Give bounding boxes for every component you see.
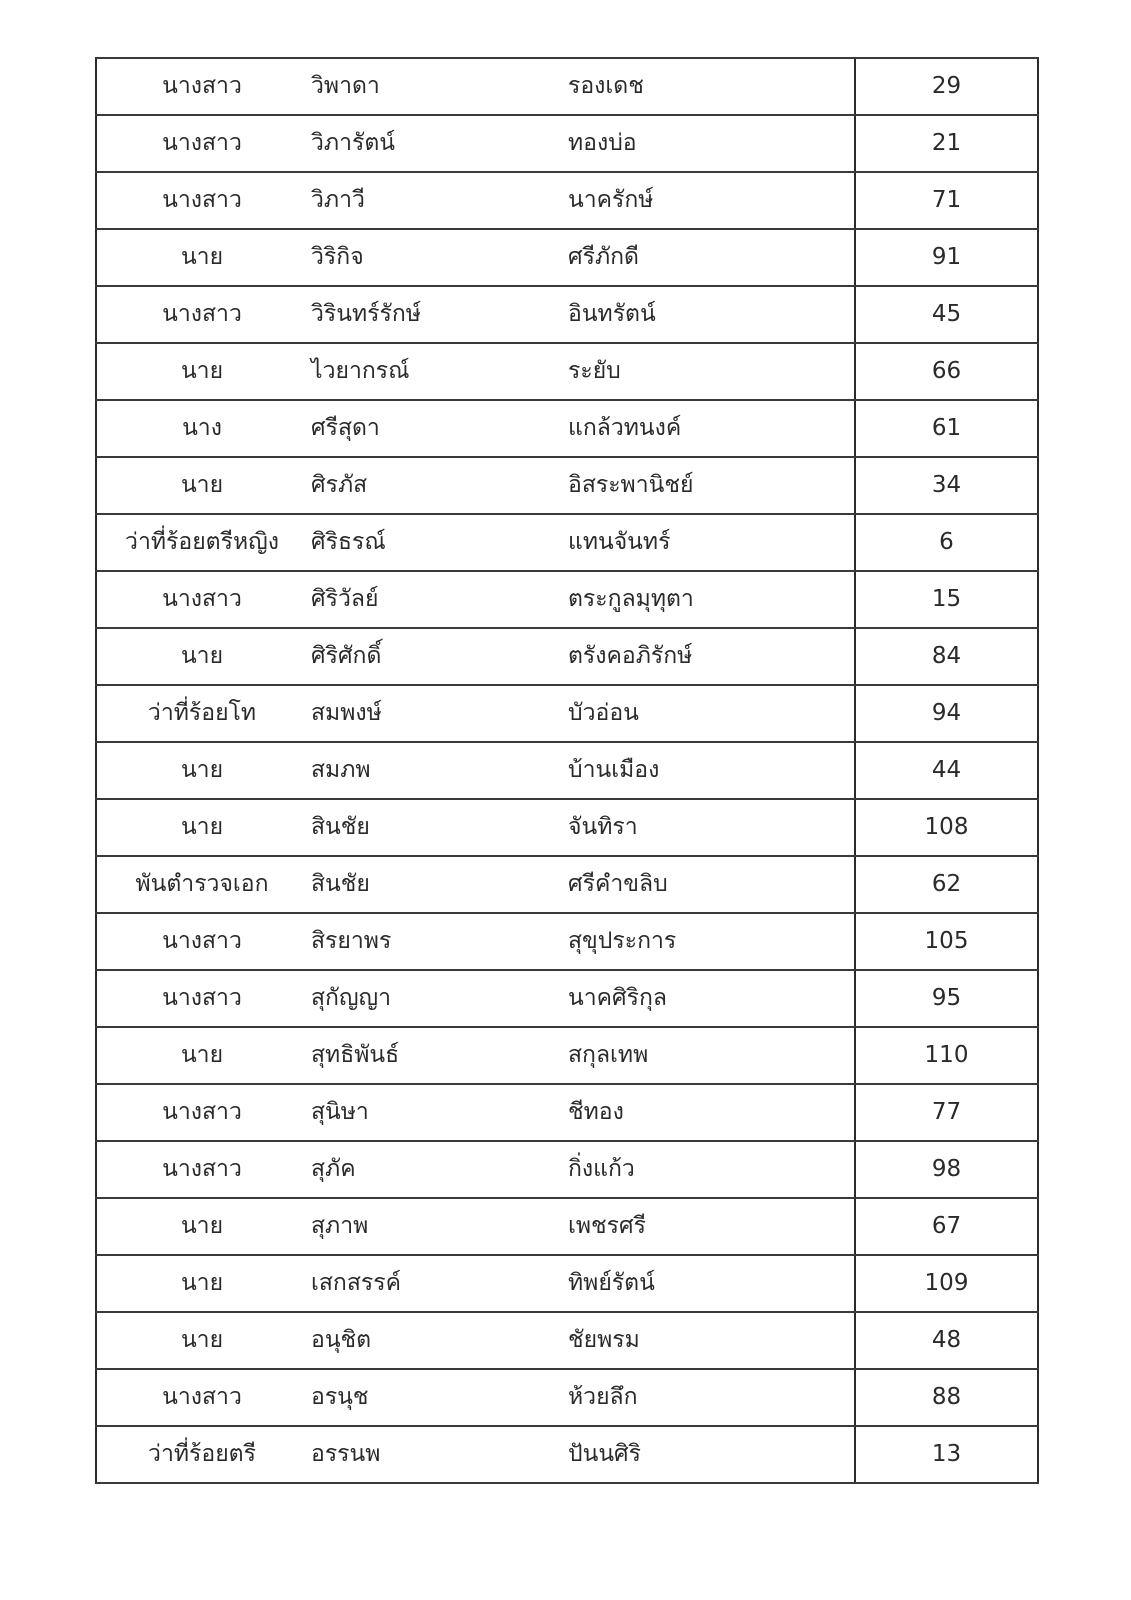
first-name-cell: สุทธิพันธ์	[307, 1027, 564, 1084]
table-row	[96, 343, 1038, 400]
table-row	[96, 685, 1038, 742]
table-row	[96, 1426, 1038, 1483]
first-name-cell: สมภพ	[307, 742, 564, 799]
last-name-cell: จันทิรา	[564, 799, 855, 856]
first-name-cell: วิภาวี	[307, 172, 564, 229]
number-cell: 29	[855, 58, 1038, 115]
last-name-cell: กิ่งแก้ว	[564, 1141, 855, 1198]
name-list-body	[96, 58, 1038, 1483]
first-name-cell: เสกสรรค์	[307, 1255, 564, 1312]
number-cell: 61	[855, 400, 1038, 457]
table-row	[96, 172, 1038, 229]
table-row	[96, 742, 1038, 799]
last-name-cell: ห้วยลึก	[564, 1369, 855, 1426]
title-cell: นางสาว	[96, 571, 307, 628]
number-cell: 66	[855, 343, 1038, 400]
last-name-cell: ชัยพรม	[564, 1312, 855, 1369]
title-cell: นางสาว	[96, 1141, 307, 1198]
title-cell: ว่าที่ร้อยตรี	[96, 1426, 307, 1483]
table-row	[96, 799, 1038, 856]
title-cell: นางสาว	[96, 1084, 307, 1141]
title-cell: นางสาว	[96, 286, 307, 343]
last-name-cell: ศรีภักดี	[564, 229, 855, 286]
title-cell: นาย	[96, 1312, 307, 1369]
first-name-cell: สุนิษา	[307, 1084, 564, 1141]
title-cell: นาย	[96, 1255, 307, 1312]
title-cell: นางสาว	[96, 1369, 307, 1426]
title-cell: นาย	[96, 457, 307, 514]
first-name-cell: อรนุช	[307, 1369, 564, 1426]
number-cell: 15	[855, 571, 1038, 628]
last-name-cell: รองเดช	[564, 58, 855, 115]
name-list-table	[95, 57, 1039, 1484]
number-cell: 34	[855, 457, 1038, 514]
table-row	[96, 970, 1038, 1027]
last-name-cell: ปันนศิริ	[564, 1426, 855, 1483]
first-name-cell: ศิริธรณ์	[307, 514, 564, 571]
title-cell: ว่าที่ร้อยโท	[96, 685, 307, 742]
number-cell: 110	[855, 1027, 1038, 1084]
table-row	[96, 1312, 1038, 1369]
table-row	[96, 457, 1038, 514]
table-row	[96, 286, 1038, 343]
table-row	[96, 1141, 1038, 1198]
last-name-cell: เพชรศรี	[564, 1198, 855, 1255]
first-name-cell: อนุชิต	[307, 1312, 564, 1369]
first-name-cell: ศิรภัส	[307, 457, 564, 514]
title-cell: นาย	[96, 742, 307, 799]
title-cell: นางสาว	[96, 970, 307, 1027]
table-row	[96, 1084, 1038, 1141]
table-row	[96, 514, 1038, 571]
title-cell: นาย	[96, 628, 307, 685]
title-cell: นาย	[96, 799, 307, 856]
first-name-cell: ศิริวัลย์	[307, 571, 564, 628]
last-name-cell: ทิพย์รัตน์	[564, 1255, 855, 1312]
last-name-cell: ตระกูลมุทุตา	[564, 571, 855, 628]
title-cell: นางสาว	[96, 58, 307, 115]
first-name-cell: สุกัญญา	[307, 970, 564, 1027]
first-name-cell: ไวยากรณ์	[307, 343, 564, 400]
last-name-cell: นาครักษ์	[564, 172, 855, 229]
number-cell: 67	[855, 1198, 1038, 1255]
table-row	[96, 1027, 1038, 1084]
table-row	[96, 400, 1038, 457]
first-name-cell: อรรนพ	[307, 1426, 564, 1483]
title-cell: นางสาว	[96, 913, 307, 970]
table-row	[96, 58, 1038, 115]
first-name-cell: ศิริศักดิ์	[307, 628, 564, 685]
table-row	[96, 115, 1038, 172]
table-row	[96, 913, 1038, 970]
last-name-cell: อิสระพานิชย์	[564, 457, 855, 514]
number-cell: 77	[855, 1084, 1038, 1141]
table-row	[96, 1255, 1038, 1312]
first-name-cell: สินชัย	[307, 799, 564, 856]
number-cell: 13	[855, 1426, 1038, 1483]
last-name-cell: สกุลเทพ	[564, 1027, 855, 1084]
number-cell: 71	[855, 172, 1038, 229]
title-cell: นาง	[96, 400, 307, 457]
title-cell: นาย	[96, 229, 307, 286]
last-name-cell: แทนจันทร์	[564, 514, 855, 571]
first-name-cell: ศรีสุดา	[307, 400, 564, 457]
title-cell: นางสาว	[96, 172, 307, 229]
first-name-cell: วิภารัตน์	[307, 115, 564, 172]
number-cell: 62	[855, 856, 1038, 913]
title-cell: ว่าที่ร้อยตรีหญิง	[96, 514, 307, 571]
title-cell: นางสาว	[96, 115, 307, 172]
number-cell: 45	[855, 286, 1038, 343]
title-cell: นาย	[96, 1198, 307, 1255]
last-name-cell: บ้านเมือง	[564, 742, 855, 799]
last-name-cell: แกล้วทนงค์	[564, 400, 855, 457]
number-cell: 48	[855, 1312, 1038, 1369]
number-cell: 98	[855, 1141, 1038, 1198]
first-name-cell: สิรยาพร	[307, 913, 564, 970]
table-row	[96, 856, 1038, 913]
last-name-cell: อินทรัตน์	[564, 286, 855, 343]
number-cell: 6	[855, 514, 1038, 571]
last-name-cell: บัวอ่อน	[564, 685, 855, 742]
last-name-cell: สุขุประการ	[564, 913, 855, 970]
table-row	[96, 1198, 1038, 1255]
table-row	[96, 628, 1038, 685]
table-row	[96, 1369, 1038, 1426]
number-cell: 94	[855, 685, 1038, 742]
first-name-cell: สุภัค	[307, 1141, 564, 1198]
number-cell: 21	[855, 115, 1038, 172]
title-cell: นาย	[96, 1027, 307, 1084]
last-name-cell: ศรีคำขลิบ	[564, 856, 855, 913]
number-cell: 109	[855, 1255, 1038, 1312]
first-name-cell: สมพงษ์	[307, 685, 564, 742]
number-cell: 91	[855, 229, 1038, 286]
first-name-cell: สินชัย	[307, 856, 564, 913]
last-name-cell: นาคศิริกุล	[564, 970, 855, 1027]
number-cell: 105	[855, 913, 1038, 970]
number-cell: 108	[855, 799, 1038, 856]
first-name-cell: วิริกิจ	[307, 229, 564, 286]
title-cell: พันตำรวจเอก	[96, 856, 307, 913]
last-name-cell: ระยับ	[564, 343, 855, 400]
table-row	[96, 571, 1038, 628]
number-cell: 44	[855, 742, 1038, 799]
table-row	[96, 229, 1038, 286]
first-name-cell: สุภาพ	[307, 1198, 564, 1255]
last-name-cell: ทองบ่อ	[564, 115, 855, 172]
first-name-cell: วิรินทร์รักษ์	[307, 286, 564, 343]
number-cell: 84	[855, 628, 1038, 685]
first-name-cell: วิพาดา	[307, 58, 564, 115]
title-cell: นาย	[96, 343, 307, 400]
number-cell: 95	[855, 970, 1038, 1027]
last-name-cell: ตรังคอภิรักษ์	[564, 628, 855, 685]
number-cell: 88	[855, 1369, 1038, 1426]
last-name-cell: ชีทอง	[564, 1084, 855, 1141]
